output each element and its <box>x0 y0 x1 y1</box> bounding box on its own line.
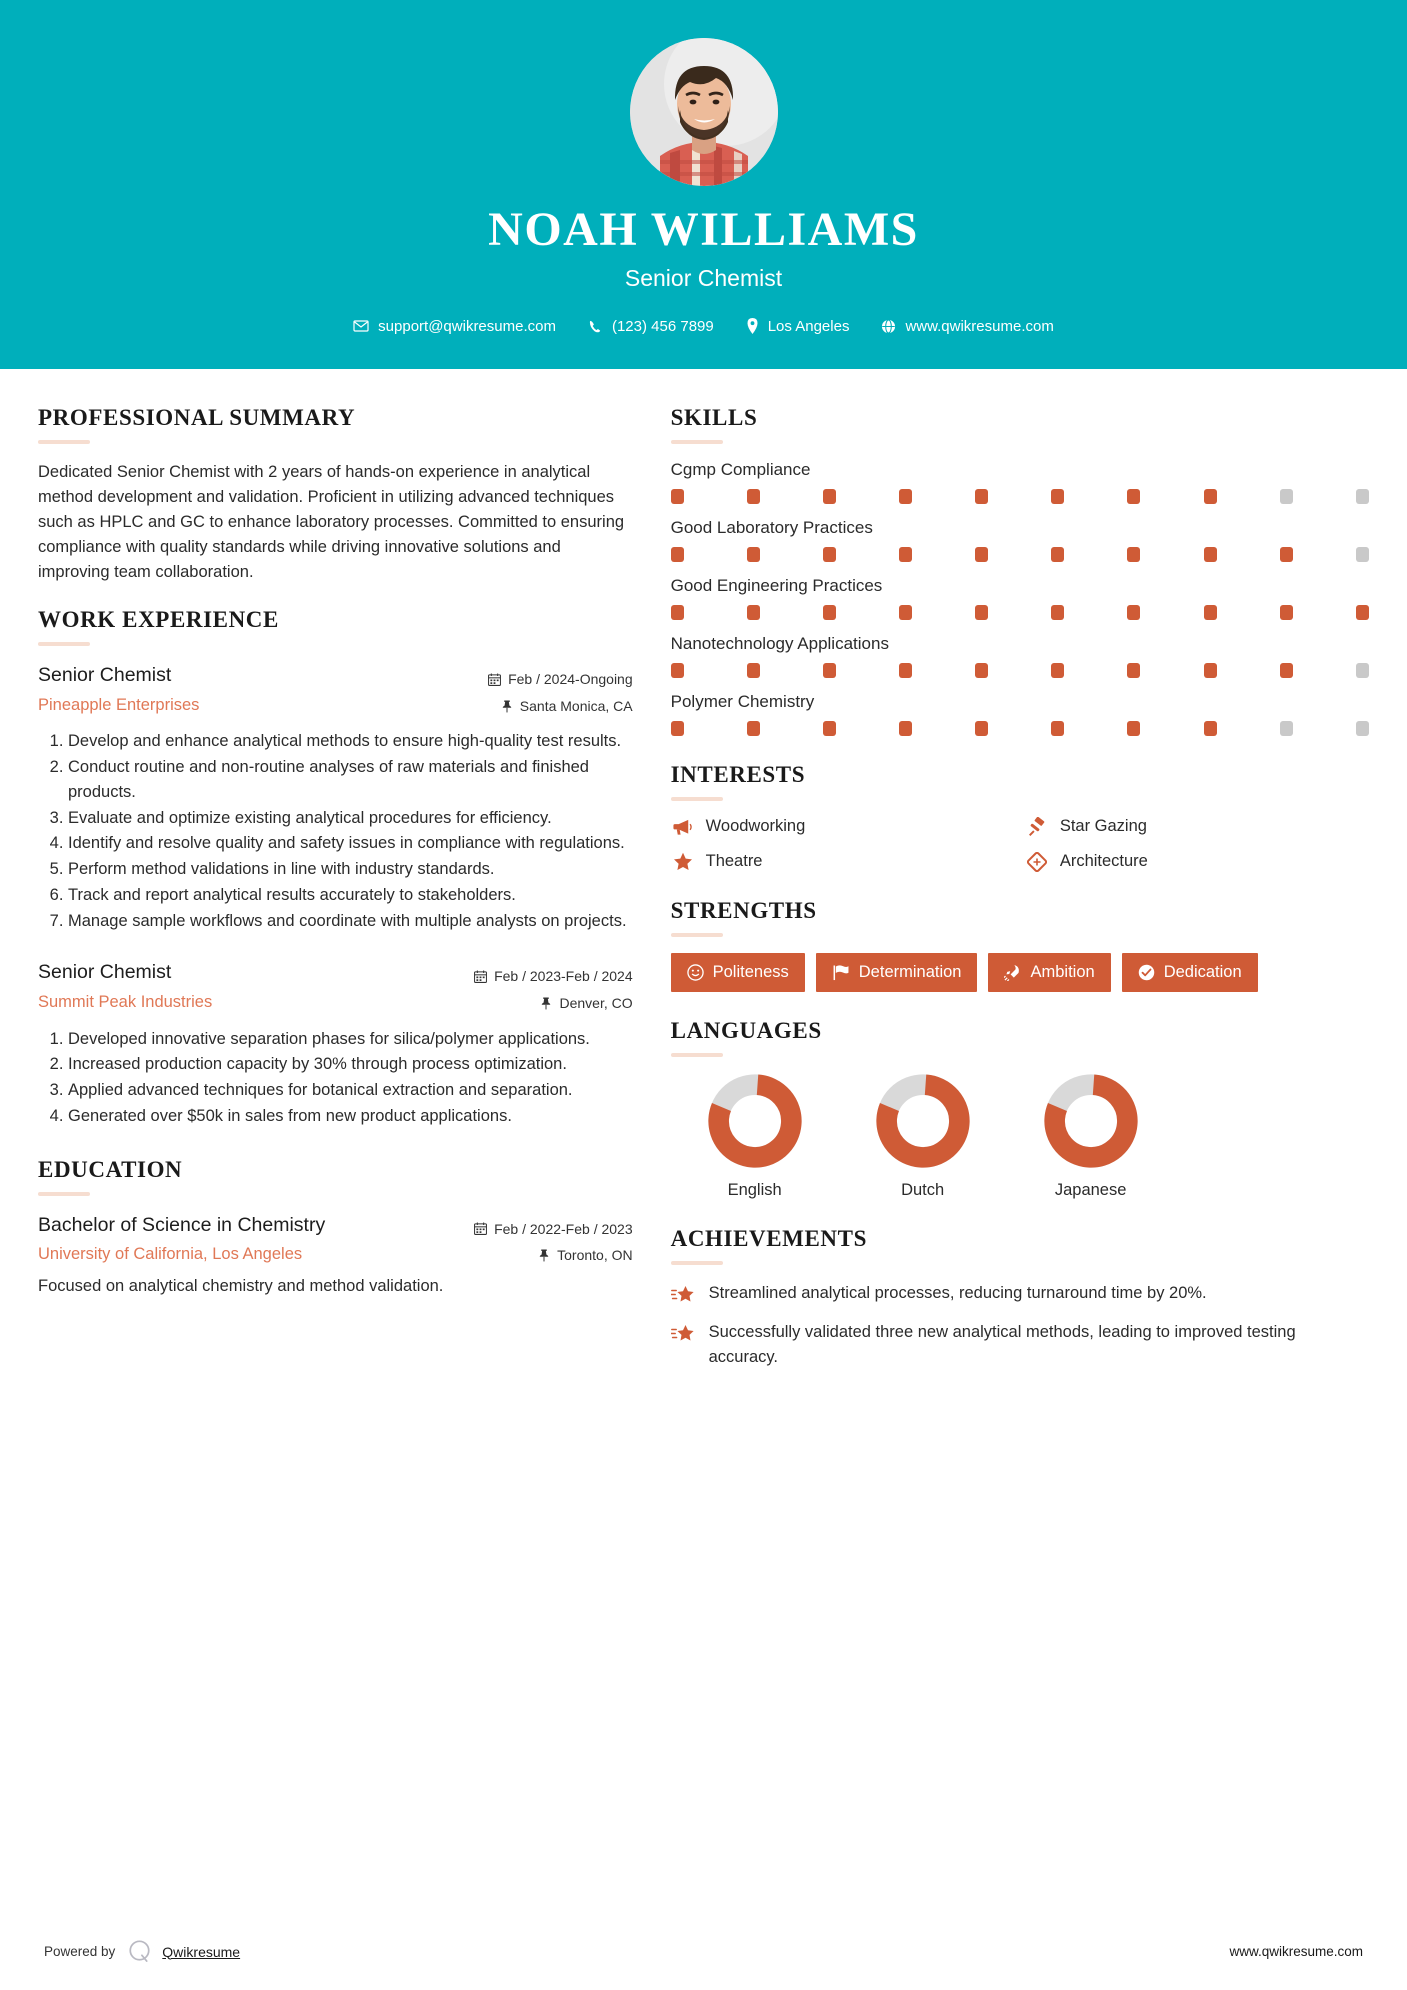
skill-dot <box>1356 489 1369 504</box>
interest-label: Architecture <box>1059 852 1148 871</box>
section-strengths <box>671 898 1369 992</box>
pushpin-icon <box>538 1249 550 1262</box>
skill-dot <box>823 605 836 620</box>
skill-dot <box>1280 547 1293 562</box>
work-location <box>488 693 633 720</box>
list-item: 1. Developed innovative separation phases for silica/polymer applications. <box>68 1027 633 1052</box>
work-entry <box>38 662 633 933</box>
work-location <box>474 990 633 1017</box>
calendar-icon <box>488 673 501 686</box>
education-degree: Bachelor of Science in Chemistry <box>38 1213 326 1236</box>
skill-dot <box>899 721 912 736</box>
skill-item <box>671 576 1369 620</box>
language-item-dutch <box>839 1073 1007 1200</box>
skill-dot <box>1051 663 1064 678</box>
skill-dot <box>899 489 912 504</box>
section-title-strengths: STRENGTHS <box>670 897 817 923</box>
skill-dot <box>1051 547 1064 562</box>
skill-dot <box>1356 663 1369 678</box>
flag-icon <box>832 964 850 981</box>
language-donut <box>707 1073 803 1169</box>
contact-website[interactable] <box>881 318 1053 335</box>
section-rule <box>671 1053 723 1057</box>
work-organization: Summit Peak Industries <box>38 992 213 1011</box>
achievement-text: Streamlined analytical processes, reducing turnaround time by 20%. <box>708 1283 1207 1302</box>
list-item: 7. Manage sample workflows and coordinate with multiple analysts on projects. <box>68 909 633 934</box>
skill-item <box>671 692 1369 736</box>
skill-dot <box>1356 721 1369 736</box>
work-role: Senior Chemist <box>38 664 172 687</box>
contact-website-text: www.qwikresume.com <box>905 317 1054 335</box>
footer-url[interactable]: www.qwikresume.com <box>1229 1944 1363 1959</box>
contact-phone[interactable] <box>588 318 714 335</box>
section-interests <box>671 762 1369 872</box>
hammer-icon <box>1025 817 1049 837</box>
section-title-education: EDUCATION <box>38 1156 183 1182</box>
interest-label: Star Gazing <box>1059 817 1147 836</box>
contact-phone-text: (123) 456 7899 <box>611 317 714 335</box>
powered-by-label: Powered by <box>44 1944 116 1959</box>
skill-dot <box>1356 547 1369 562</box>
contact-location[interactable] <box>746 318 850 335</box>
section-languages <box>671 1018 1369 1200</box>
strength-label: Politeness <box>712 962 789 981</box>
section-title-languages: LANGUAGES <box>670 1017 822 1043</box>
list-item: 6. Track and report analytical results accurately to stakeholders. <box>68 883 633 908</box>
skill-dot <box>823 663 836 678</box>
list-item: 5. Perform method validations in line with industry standards. <box>68 857 633 882</box>
ticket-icon <box>1025 852 1049 872</box>
section-title-achievements: ACHIEVEMENTS <box>670 1225 867 1251</box>
skill-dot <box>975 663 988 678</box>
smiley-icon <box>687 964 704 981</box>
summary-text: Dedicated Senior Chemist with 2 years of hands-on experience in analytical method development and validation. Proficient in utilizing advanced techniques such as HPLC and GC to enhance laboratory processes. Committed to ensuring compliance with quality standards while driving innovative solutions and improving team collaboration. <box>38 462 625 582</box>
list-item: 2. Increased production capacity by 30% through process optimization. <box>68 1052 633 1077</box>
skill-dot <box>1204 489 1217 504</box>
skill-dot <box>1127 489 1140 504</box>
skill-rating <box>671 547 1369 562</box>
skill-label: Polymer Chemistry <box>670 691 815 711</box>
shooting-star-icon <box>671 1323 697 1345</box>
skill-dot <box>1280 605 1293 620</box>
work-location-text: Denver, CO <box>559 994 633 1011</box>
full-name: NOAH WILLIAMS <box>488 203 919 256</box>
check-circle-icon <box>1138 964 1155 981</box>
skill-rating <box>671 489 1369 504</box>
interest-label: Woodworking <box>705 817 806 836</box>
pushpin-icon <box>501 700 513 713</box>
language-item-english <box>671 1073 839 1200</box>
achievement-item <box>671 1320 1369 1370</box>
section-title-skills: SKILLS <box>670 404 758 430</box>
skill-rating <box>671 721 1369 736</box>
phone-icon <box>588 319 603 334</box>
interest-item-architecture <box>1025 852 1369 872</box>
contact-email[interactable] <box>353 318 556 335</box>
section-achievements <box>671 1226 1369 1370</box>
job-title: Senior Chemist <box>624 264 783 291</box>
calendar-icon <box>474 970 487 983</box>
skill-dot <box>1127 663 1140 678</box>
skill-dot <box>671 605 684 620</box>
skill-dot <box>747 663 760 678</box>
work-date <box>474 963 633 990</box>
qwikresume-logo-icon <box>127 1939 152 1964</box>
education-date <box>474 1216 633 1243</box>
section-work-experience <box>38 607 633 1128</box>
work-bullets <box>38 729 633 933</box>
skill-dot <box>975 721 988 736</box>
contact-email-text: support@qwikresume.com <box>378 317 556 335</box>
star-icon <box>671 852 695 871</box>
skill-dot <box>1051 721 1064 736</box>
skill-dot <box>975 489 988 504</box>
work-date-text: Feb / 2024-Ongoing <box>508 671 633 688</box>
right-column <box>671 405 1369 1917</box>
language-donut <box>875 1073 971 1169</box>
skill-dot <box>1127 605 1140 620</box>
skill-rating <box>671 663 1369 678</box>
skill-dot <box>1127 721 1140 736</box>
megaphone-icon <box>671 818 695 836</box>
interest-item-woodworking <box>671 817 1015 837</box>
skill-dot <box>1204 547 1217 562</box>
section-professional-summary <box>38 405 633 585</box>
skill-item <box>671 634 1369 678</box>
shooting-star-icon <box>671 1284 697 1306</box>
interest-item-theatre <box>671 852 1015 872</box>
skill-item <box>671 518 1369 562</box>
skill-dot <box>823 721 836 736</box>
section-rule <box>671 440 723 444</box>
rocket-icon <box>1004 964 1021 981</box>
strength-label: Dedication <box>1163 962 1242 981</box>
skill-dot <box>1356 605 1369 620</box>
section-title-work: WORK EXPERIENCE <box>38 607 279 633</box>
skill-dot <box>823 547 836 562</box>
left-column <box>38 405 633 1917</box>
skill-dot <box>747 605 760 620</box>
pushpin-icon <box>540 997 552 1010</box>
work-role: Senior Chemist <box>38 961 172 984</box>
education-note: Focused on analytical chemistry and method validation. <box>38 1276 444 1295</box>
language-label: Japanese <box>1054 1180 1127 1199</box>
work-location-text: Santa Monica, CA <box>519 697 633 714</box>
skill-dot <box>747 489 760 504</box>
list-item: 2. Conduct routine and non-routine analyses of raw materials and finished products. <box>68 755 633 805</box>
work-date-text: Feb / 2023-Feb / 2024 <box>494 968 633 985</box>
achievement-text: Successfully validated three new analytical methods, leading to improved testing accuracy. <box>708 1322 1296 1366</box>
powered-by-block <box>44 1939 240 1964</box>
section-rule <box>671 933 723 937</box>
achievement-item <box>671 1281 1369 1306</box>
skill-dot <box>1051 605 1064 620</box>
skill-label: Cgmp Compliance <box>670 459 811 479</box>
education-entry <box>38 1212 633 1299</box>
strength-chip-politeness <box>671 953 805 992</box>
work-bullets <box>38 1027 633 1129</box>
work-date <box>488 666 633 693</box>
section-skills <box>671 405 1369 736</box>
interest-item-star-gazing <box>1025 817 1369 837</box>
section-rule <box>38 1192 90 1196</box>
skill-dot <box>1051 489 1064 504</box>
contact-row <box>0 318 1407 335</box>
list-item: 4. Identify and resolve quality and safety issues in compliance with regulations. <box>68 831 633 856</box>
strength-label: Ambition <box>1030 962 1095 981</box>
skill-dot <box>747 721 760 736</box>
skill-dot <box>1127 547 1140 562</box>
strength-label: Determination <box>858 962 962 981</box>
education-date-text: Feb / 2022-Feb / 2023 <box>494 1220 633 1237</box>
qwikresume-brand-link[interactable]: Qwikresume <box>162 1943 241 1960</box>
interest-label: Theatre <box>705 852 763 871</box>
education-institution: University of California, Los Angeles <box>38 1244 303 1263</box>
skill-dot <box>899 605 912 620</box>
skill-dot <box>899 663 912 678</box>
skill-dot <box>747 547 760 562</box>
skill-dot <box>671 547 684 562</box>
education-location <box>474 1242 633 1269</box>
skill-dot <box>975 605 988 620</box>
contact-location-text: Los Angeles <box>767 317 850 335</box>
resume-footer <box>0 1917 1407 1990</box>
education-location-text: Toronto, ON <box>557 1247 633 1264</box>
resume-header <box>0 0 1407 369</box>
language-label: English <box>727 1180 782 1199</box>
skill-dot <box>1204 663 1217 678</box>
language-label: Dutch <box>901 1180 945 1199</box>
skill-label: Nanotechnology Applications <box>670 633 889 653</box>
skill-rating <box>671 605 1369 620</box>
section-rule <box>671 1261 723 1265</box>
strength-chip-dedication <box>1122 953 1258 992</box>
avatar-photo <box>630 38 778 186</box>
work-organization: Pineapple Enterprises <box>38 695 200 714</box>
skill-dot <box>1280 663 1293 678</box>
section-rule <box>38 642 90 646</box>
list-item: 1. Develop and enhance analytical methods to ensure high-quality test results. <box>68 729 633 754</box>
skill-dot <box>1280 721 1293 736</box>
skill-dot <box>975 547 988 562</box>
calendar-icon <box>474 1222 487 1235</box>
envelope-icon <box>353 318 369 334</box>
skill-dot <box>1204 605 1217 620</box>
section-rule <box>38 440 90 444</box>
avatar <box>630 38 778 186</box>
skill-item <box>671 460 1369 504</box>
location-pin-icon <box>746 318 759 334</box>
strength-chip-ambition <box>988 953 1110 992</box>
section-education <box>38 1157 633 1299</box>
skill-dot <box>1280 489 1293 504</box>
skill-label: Good Laboratory Practices <box>670 517 873 537</box>
skill-dot <box>671 721 684 736</box>
language-item-japanese <box>1007 1073 1175 1200</box>
section-title-summary: PROFESSIONAL SUMMARY <box>38 404 356 430</box>
list-item: 3. Evaluate and optimize existing analytical procedures for efficiency. <box>68 806 633 831</box>
language-donut <box>1043 1073 1139 1169</box>
work-entry <box>38 959 633 1128</box>
globe-icon <box>881 319 896 334</box>
skill-dot <box>823 489 836 504</box>
resume-body <box>0 369 1407 1917</box>
skill-dot <box>1204 721 1217 736</box>
section-title-interests: INTERESTS <box>670 761 806 787</box>
skill-dot <box>671 489 684 504</box>
skill-dot <box>671 663 684 678</box>
section-rule <box>671 797 723 801</box>
skill-dot <box>899 547 912 562</box>
strength-chip-determination <box>816 953 978 992</box>
skill-label: Good Engineering Practices <box>670 575 883 595</box>
list-item: 3. Applied advanced techniques for botanical extraction and separation. <box>68 1078 633 1103</box>
list-item: 4. Generated over $50k in sales from new product applications. <box>68 1104 633 1129</box>
